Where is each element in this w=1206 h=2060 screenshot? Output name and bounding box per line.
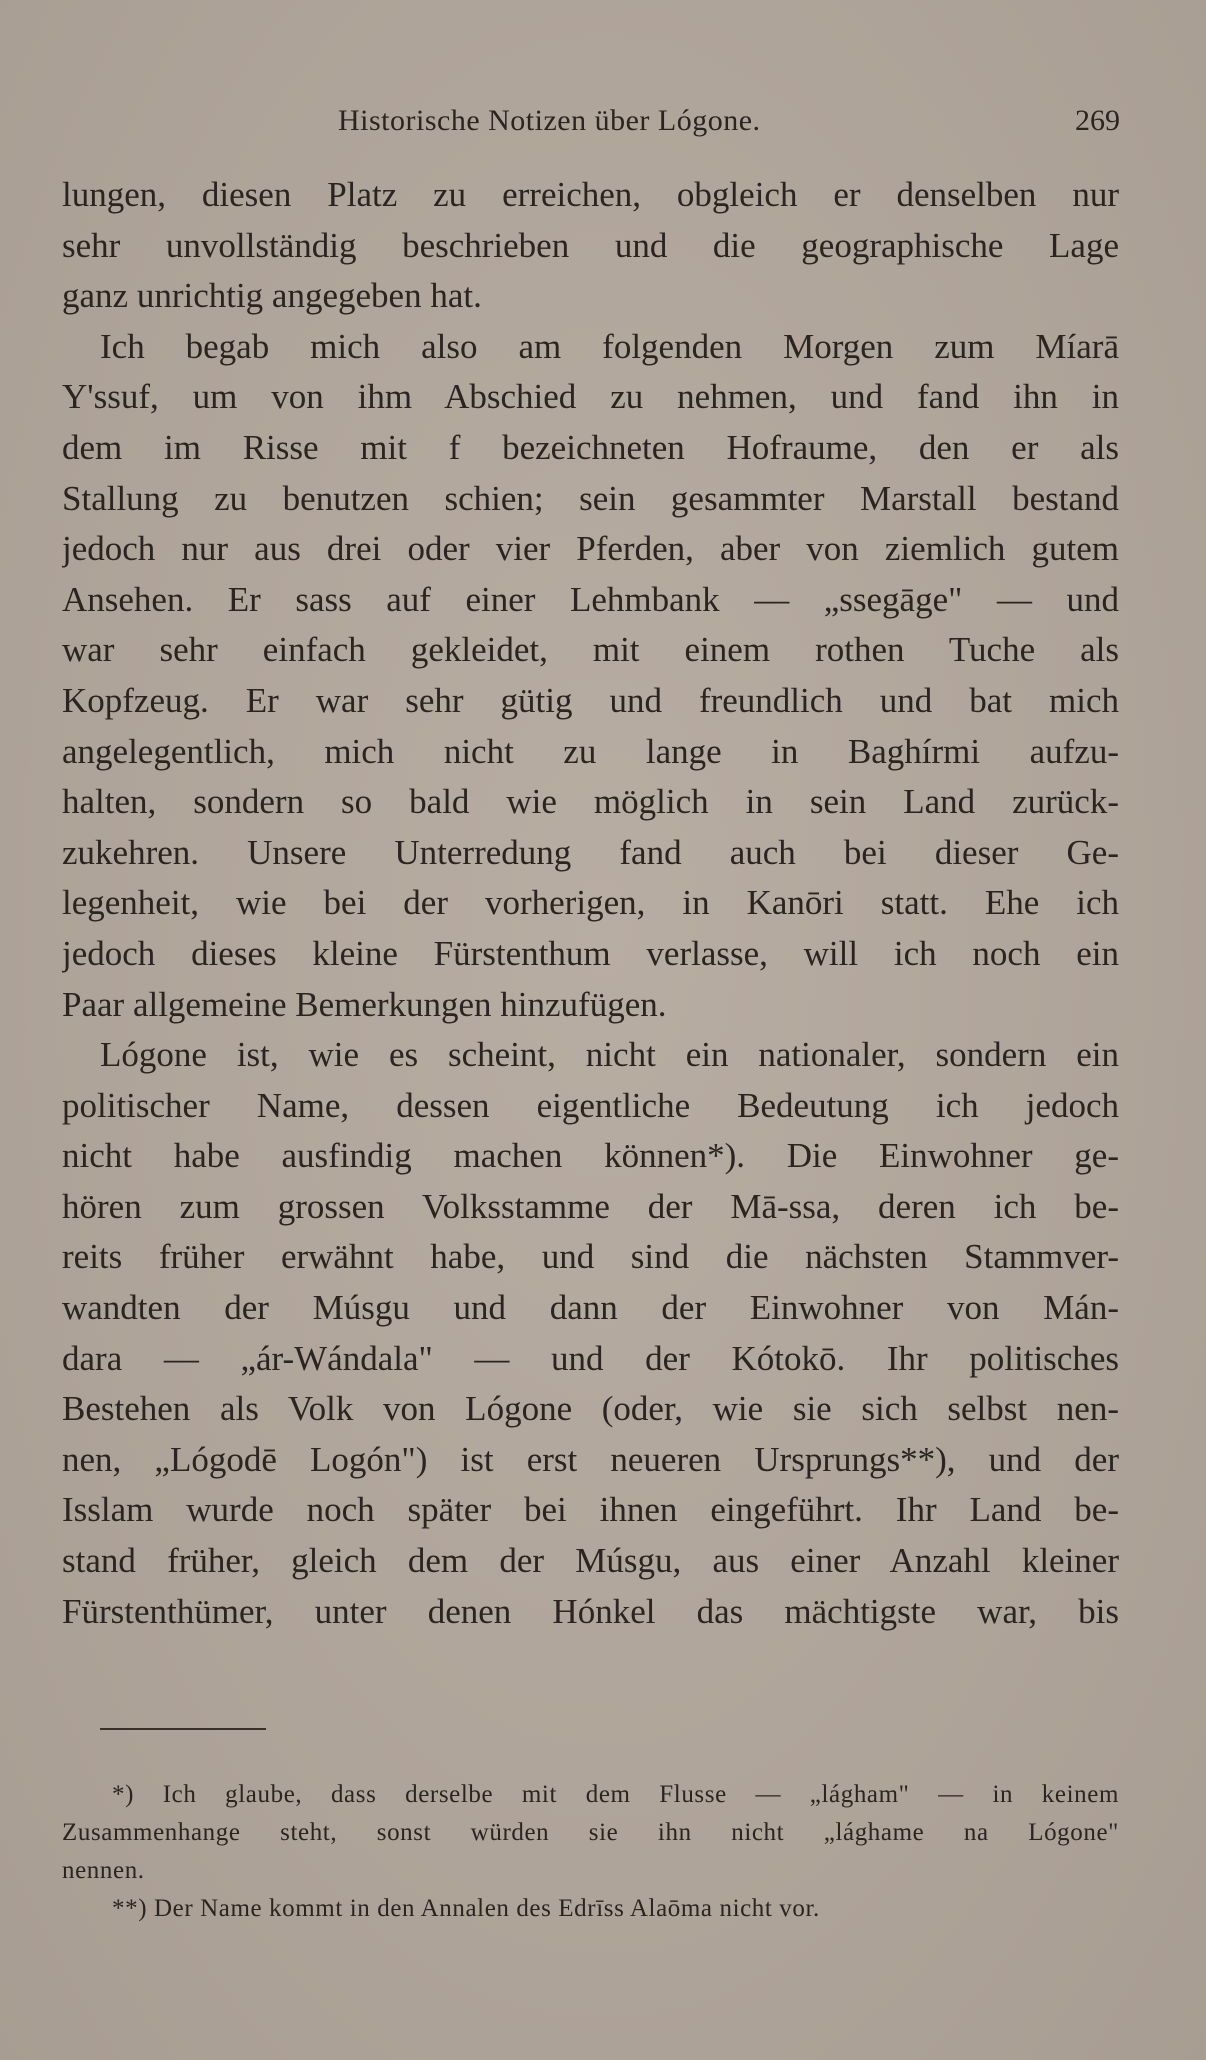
text-line: Fürstenthümer, unter denen Hónkel das mächtigste war, bis [62,1591,1119,1631]
footnote-line: nennen. [62,1857,145,1884]
text-line: jedoch nur aus drei oder vier Pferden, aber von ziemlich gutem [62,529,1119,569]
text-line: Stallung zu benutzen schien; sein gesammter Marstall bestand [62,478,1119,518]
text-line: reits früher erwähnt habe, und sind die nächsten Stammver- [62,1237,1119,1277]
text-line: nen, „Lógodē Logón") ist erst neueren Ursprungs**), und der [62,1439,1119,1479]
text-line: Bestehen als Volk von Lógone (oder, wie sie sich selbst nen- [62,1389,1119,1429]
footnote-divider [100,1728,266,1730]
text-line: Kopfzeug. Er war sehr gütig und freundlich und bat mich [62,680,1119,720]
text-line: jedoch dieses kleine Fürstenthum verlasse, will ich noch ein [62,933,1119,973]
text-line: sehr unvollständig beschrieben und die geographische Lage [62,225,1119,265]
text-line: zukehren. Unsere Unterredung fand auch bei dieser Ge- [62,832,1119,872]
footnote-line: *) Ich glaube, dass derselbe mit dem Flusse — „lágham" — in keinem [112,1781,1119,1808]
page-header [60,104,1120,144]
text-line: dara — „ár-Wándala" — und der Kótokō. Ihr politisches [62,1338,1119,1378]
text-line: ganz unrichtig angegeben hat. [62,276,482,316]
text-line: war sehr einfach gekleidet, mit einem rothen Tuche als [62,630,1119,670]
text-line: dem im Risse mit f bezeichneten Hofraume, den er als [62,427,1119,467]
main-text [62,170,1119,1637]
running-title: Historische Notizen über Lógone. [338,104,761,137]
text-line: wandten der Músgu und dann der Einwohner von Mán- [62,1288,1119,1328]
text-line: Paar allgemeine Bemerkungen hinzufügen. [62,984,667,1024]
text-line: Y'ssuf, um von ihm Abschied zu nehmen, und fand ihn in [62,377,1119,417]
text-line: stand früher, gleich dem der Músgu, aus einer Anzahl kleiner [62,1541,1119,1581]
text-line: nicht habe ausfindig machen können*). Die Einwohner ge- [62,1136,1119,1176]
text-line: lungen, diesen Platz zu erreichen, obgleich er denselben nur [62,175,1119,214]
text-line: hören zum grossen Volksstamme der Mā-ssa, deren ich be- [62,1186,1119,1226]
text-line: Isslam wurde noch später bei ihnen eingeführt. Ihr Land be- [62,1490,1119,1530]
footnotes [62,1776,1119,1928]
text-line: halten, sondern so bald wie möglich in sein Land zurück- [62,782,1119,822]
footnote-line: Zusammenhange steht, sonst würden sie ihn nicht „lághame na Lógone" [62,1819,1119,1846]
text-line: Lógone ist, wie es scheint, nicht ein nationaler, sondern ein [100,1035,1119,1075]
text-line: politischer Name, dessen eigentliche Bedeutung ich jedoch [62,1085,1119,1125]
footnote-line: **) Der Name kommt in den Annalen des Edrīss Alaōma nicht vor. [112,1895,820,1922]
page-number: 269 [1075,104,1120,137]
text-line: Ansehen. Er sass auf einer Lehmbank — „ssegāge" — und [62,579,1119,619]
text-line: angelegentlich, mich nicht zu lange in Baghírmi aufzu- [62,731,1119,771]
text-line: legenheit, wie bei der vorherigen, in Kanōri statt. Ehe ich [62,883,1119,923]
text-line: Ich begab mich also am folgenden Morgen zum Míarā [100,326,1119,366]
